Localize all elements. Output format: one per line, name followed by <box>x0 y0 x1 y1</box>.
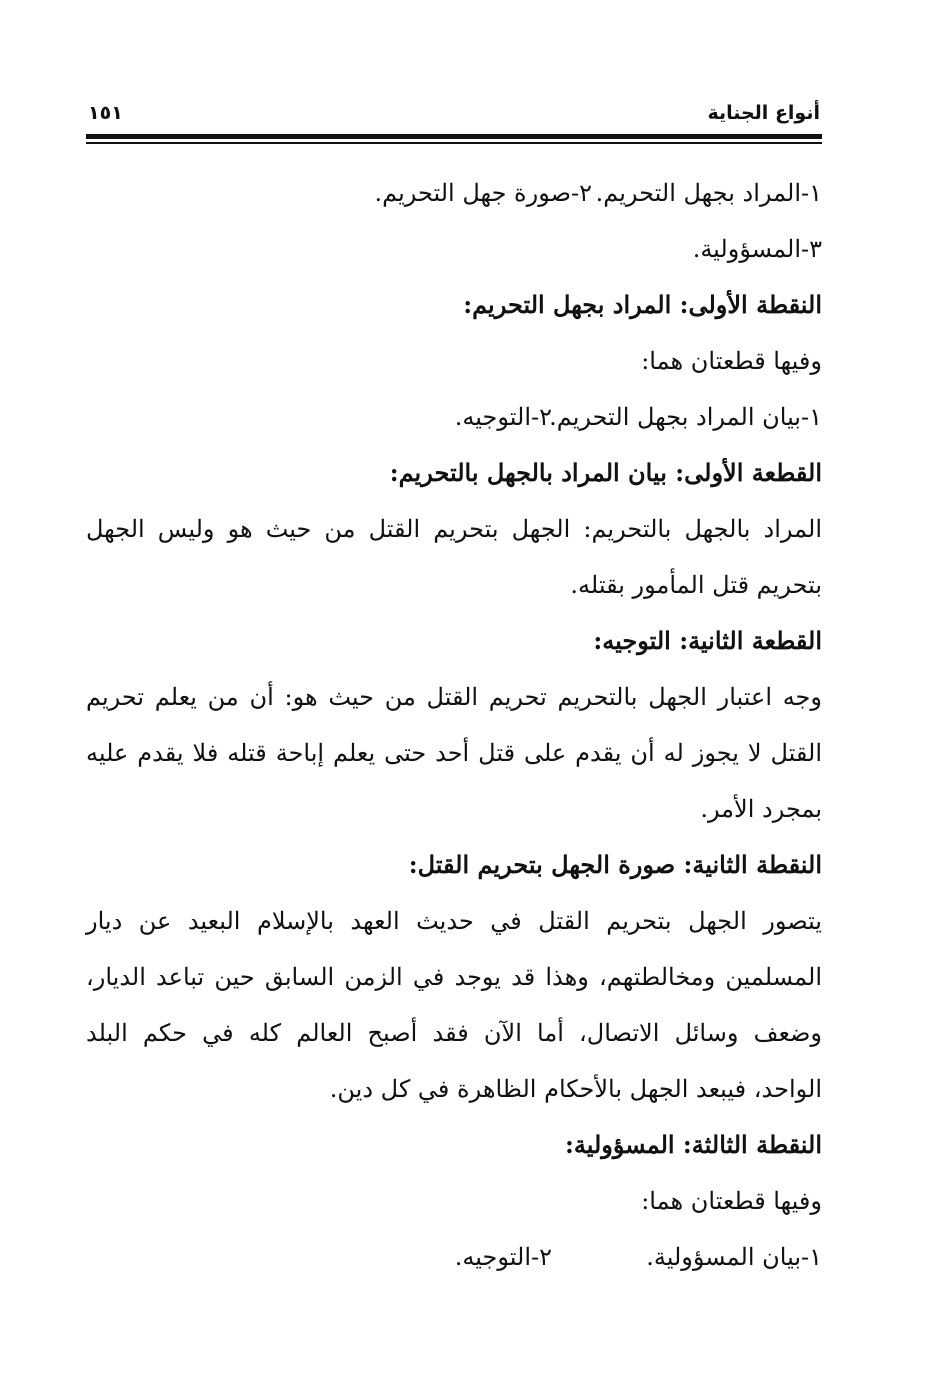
list-pair-line <box>86 1229 822 1285</box>
section-heading: القطعة الثانية: التوجيه: <box>593 626 822 655</box>
list-item: ٢-التوجيه. <box>454 1243 552 1271</box>
list-pair-line <box>86 389 822 445</box>
text-line: بمجرد الأمر. <box>700 795 822 823</box>
text-line: بتحريم قتل المأمور بقتله. <box>570 571 822 599</box>
paragraph-line: وضعف وسائل الاتصال، أما الآن فقد أصبح العالم كله في حكم البلد <box>86 1019 822 1047</box>
section-heading: النقطة الأولى: المراد بجهل التحريم: <box>463 290 822 319</box>
text-line: ٣-المسؤولية. <box>692 235 822 263</box>
list-item: ١-بيان المسؤولية. <box>646 1243 822 1271</box>
paragraph-line: المراد بالجهل بالتحريم: الجهل بتحريم القتل من حيث هو وليس الجهل <box>86 515 822 543</box>
paragraph-line: القتل لا يجوز له أن يقدم على قتل أحد حتى يعلم إباحة قتله فلا يقدم عليه <box>86 739 822 767</box>
list-item: ٢-التوجيه. <box>454 403 552 431</box>
text-line: وفيها قطعتان هما: <box>641 347 822 375</box>
paragraph-line: وجه اعتبار الجهل بالتحريم تحريم القتل من حيث هو: أن من يعلم تحريم <box>86 683 822 711</box>
header-rule-thick <box>86 134 822 139</box>
list-item: ٢-صورة جهل التحريم. <box>374 179 592 207</box>
text-line: وفيها قطعتان هما: <box>641 1187 822 1215</box>
header-rule-thin <box>86 142 822 144</box>
text-line: الواحد، فيبعد الجهل بالأحكام الظاهرة في كل دين. <box>329 1075 822 1103</box>
section-heading: النقطة الثالثة: المسؤولية: <box>565 1130 822 1159</box>
header-page-number: ١٥١ <box>88 102 123 124</box>
section-heading: القطعة الأولى: بيان المراد بالجهل بالتحريم: <box>389 458 822 487</box>
list-item: ١-المراد بجهل التحريم. <box>595 179 822 207</box>
page-header <box>88 98 820 130</box>
section-heading: النقطة الثانية: صورة الجهل بتحريم القتل: <box>408 850 822 879</box>
header-chapter-title: أنواع الجناية <box>707 102 820 124</box>
list-item: ١-بيان المراد بجهل التحريم. <box>549 403 822 431</box>
list-pair-line <box>86 165 822 221</box>
paragraph-line: يتصور الجهل بتحريم القتل في حديث العهد بالإسلام البعيد عن ديار <box>86 907 822 935</box>
paragraph-line: المسلمين ومخالطتهم، وهذا قد يوجد في الزمن السابق حين تباعد الديار، <box>86 963 822 991</box>
page-body <box>86 165 822 1285</box>
